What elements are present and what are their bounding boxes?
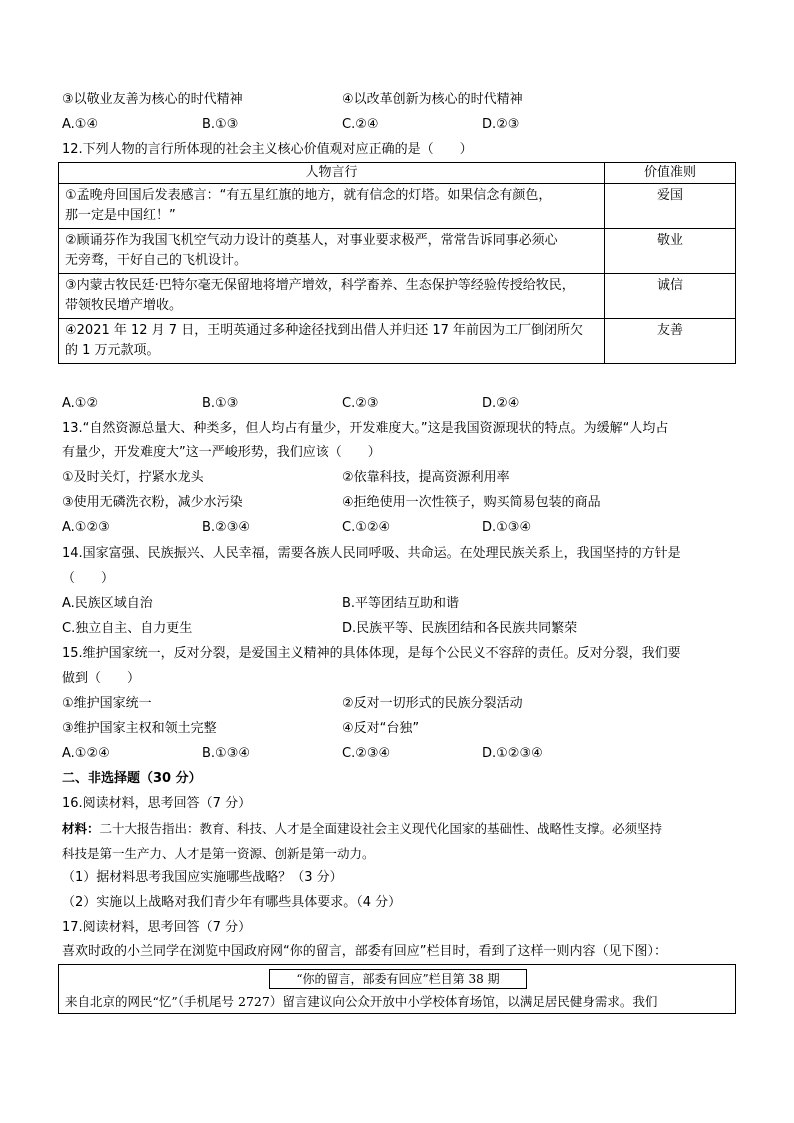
q12-row4-line1: ④2021 年 12 月 7 日，王明英通过多种途径找到出借人并归还 17 年前因为工厂倒闭所欠 xyxy=(65,323,584,338)
q16-stem: 16.阅读材料，思考回答（7 分） xyxy=(62,796,252,811)
q13-option-b: B.②③④ xyxy=(202,520,251,535)
q15-stem-line2: 做到（ ） xyxy=(62,671,141,686)
q11-option-b: B.①③ xyxy=(202,117,239,132)
q14-option-a: A.民族区域自治 xyxy=(62,596,153,611)
q12-stem: 12.下列人物的言行所体现的社会主义核心价值观对应正确的是（ ） xyxy=(62,142,473,157)
q11-option-a: A.①④ xyxy=(62,117,99,132)
q12-row2-line2: 无旁骛，干好自己的飞机设计。 xyxy=(65,253,248,268)
q12-option-d: D.②④ xyxy=(482,396,520,411)
q14-stem-line1: 14.国家富强、民族振兴、人民幸福，需要各族人民同呼吸、共命运。在处理民族关系上，我国坚持的方针是 xyxy=(62,546,681,561)
q13-statement-1: ①及时关灯，拧紧水龙头 xyxy=(62,470,204,485)
q13-stem-line1: 13.“自然资源总量大、种类多，但人均占有量少，开发难度大。”这是我国资源现状的特点。为缓解“人均占 xyxy=(62,421,669,436)
q13-statement-2: ②依靠科技，提高资源利用率 xyxy=(342,470,510,485)
q12-row1-line2: 那一定是中国红！” xyxy=(65,208,176,223)
q11-statement-3: ③以敬业友善为核心的时代精神 xyxy=(62,92,243,107)
q14-stem-line2: （ ） xyxy=(62,571,115,586)
q12-table xyxy=(58,162,736,364)
q16-material-label: 材料： xyxy=(62,821,100,836)
q15-option-c: C.②③④ xyxy=(342,746,391,761)
section-title: 二、非选择题（30 分） xyxy=(62,771,202,786)
q16-material-line2: 科技是第一生产力、人才是第一资源、创新是第一动力。 xyxy=(62,846,375,861)
q16-material-line1 xyxy=(62,820,662,838)
q15-option-b: B.①③④ xyxy=(202,746,251,761)
table-row xyxy=(59,184,736,229)
q12-row3-deed xyxy=(59,274,605,319)
q12-option-c: C.②③ xyxy=(342,396,379,411)
q12-row4-line2: 的 1 万元款项。 xyxy=(65,343,160,358)
q16-subquestion-1: （1）据材料思考我国应实施哪些战略？（3 分） xyxy=(62,870,343,885)
q11-statement-4: ④以改革创新为核心的时代精神 xyxy=(342,92,523,107)
q15-statement-4: ④反对“台独” xyxy=(342,721,420,736)
q17-intro: 喜欢时政的小兰同学在浏览中国政府网“你的留言，部委有回应”栏目时，看到了这样一则内容（见下图）： xyxy=(62,944,667,959)
q12-row3-value: 诚信 xyxy=(605,274,736,319)
q14-option-b: B.平等团结互助和谐 xyxy=(342,596,460,611)
q12-row2-deed xyxy=(59,229,605,274)
q17-notice-title: “你的留言，部委有回应”栏目第 38 期 xyxy=(269,969,527,989)
q15-option-a: A.①②④ xyxy=(62,746,110,761)
table-row xyxy=(59,319,736,364)
q15-statement-2: ②反对一切形式的民族分裂活动 xyxy=(342,696,523,711)
q12-row3-line1: ③内蒙古牧民廷·巴特尔毫无保留地将增产增效，科学畜养、生态保护等经验传授给牧民， xyxy=(65,278,575,293)
table-row xyxy=(59,274,736,319)
q17-notice-body: 来自北京的网民“忆”（手机尾号 2727）留言建议向公众开放中小学校体育场馆，以满足居民健身需求。我们 xyxy=(65,994,658,1009)
q15-statement-3: ③维护国家主权和领土完整 xyxy=(62,721,217,736)
q12-row1-deed xyxy=(59,184,605,229)
q16-material-text: 二十大报告指出：教育、科技、人才是全面建设社会主义现代化国家的基础性、战略性支撑。必须坚持 xyxy=(99,821,663,836)
q12-option-a: A.①② xyxy=(62,396,99,411)
q12-header-deeds: 人物言行 xyxy=(59,163,605,184)
q13-option-a: A.①②③ xyxy=(62,520,110,535)
q13-statement-3: ③使用无磷洗衣粉，减少水污染 xyxy=(62,495,243,510)
q12-row1-line1: ①孟晚舟回国后发表感言：“有五星红旗的地方，就有信念的灯塔。如果信念有颜色， xyxy=(65,188,552,203)
q13-statement-4: ④拒绝使用一次性筷子，购买简易包装的商品 xyxy=(342,495,601,510)
q17-notice-box xyxy=(58,964,736,1014)
q14-option-c: C.独立自主、自力更生 xyxy=(62,621,193,636)
q12-row4-value: 友善 xyxy=(605,319,736,364)
table-row xyxy=(59,229,736,274)
q12-option-b: B.①③ xyxy=(202,396,239,411)
q17-stem: 17.阅读材料，思考回答（7 分） xyxy=(62,920,252,935)
q11-option-c: C.②④ xyxy=(342,117,379,132)
q13-option-d: D.①③④ xyxy=(482,520,532,535)
q12-row1-value: 爱国 xyxy=(605,184,736,229)
q12-header-value: 价值准则 xyxy=(605,163,736,184)
q13-option-c: C.①②④ xyxy=(342,520,391,535)
q12-row3-line2: 带领牧民增产增收。 xyxy=(65,298,183,313)
q13-stem-line2: 有量少，开发难度大”这一严峻形势，我们应该（ ） xyxy=(62,445,381,460)
q14-option-d: D.民族平等、民族团结和各民族共同繁荣 xyxy=(342,621,578,636)
q12-table-header xyxy=(59,163,736,184)
q15-stem-line1: 15.维护国家统一，反对分裂，是爱国主义精神的具体体现，是每个公民义不容辞的责任。反对分裂，我们要 xyxy=(62,646,681,661)
q12-row2-value: 敬业 xyxy=(605,229,736,274)
q12-row4-deed xyxy=(59,319,605,364)
q11-option-d: D.②③ xyxy=(482,117,520,132)
q15-option-d: D.①②③④ xyxy=(482,746,543,761)
q15-statement-1: ①维护国家统一 xyxy=(62,696,152,711)
q16-subquestion-2: （2）实施以上战略对我们青少年有哪些具体要求。（4 分） xyxy=(62,895,402,910)
q12-row2-line1: ②顾诵芬作为我国飞机空气动力设计的奠基人，对事业要求极严，常常告诉同事必须心 xyxy=(65,233,558,248)
